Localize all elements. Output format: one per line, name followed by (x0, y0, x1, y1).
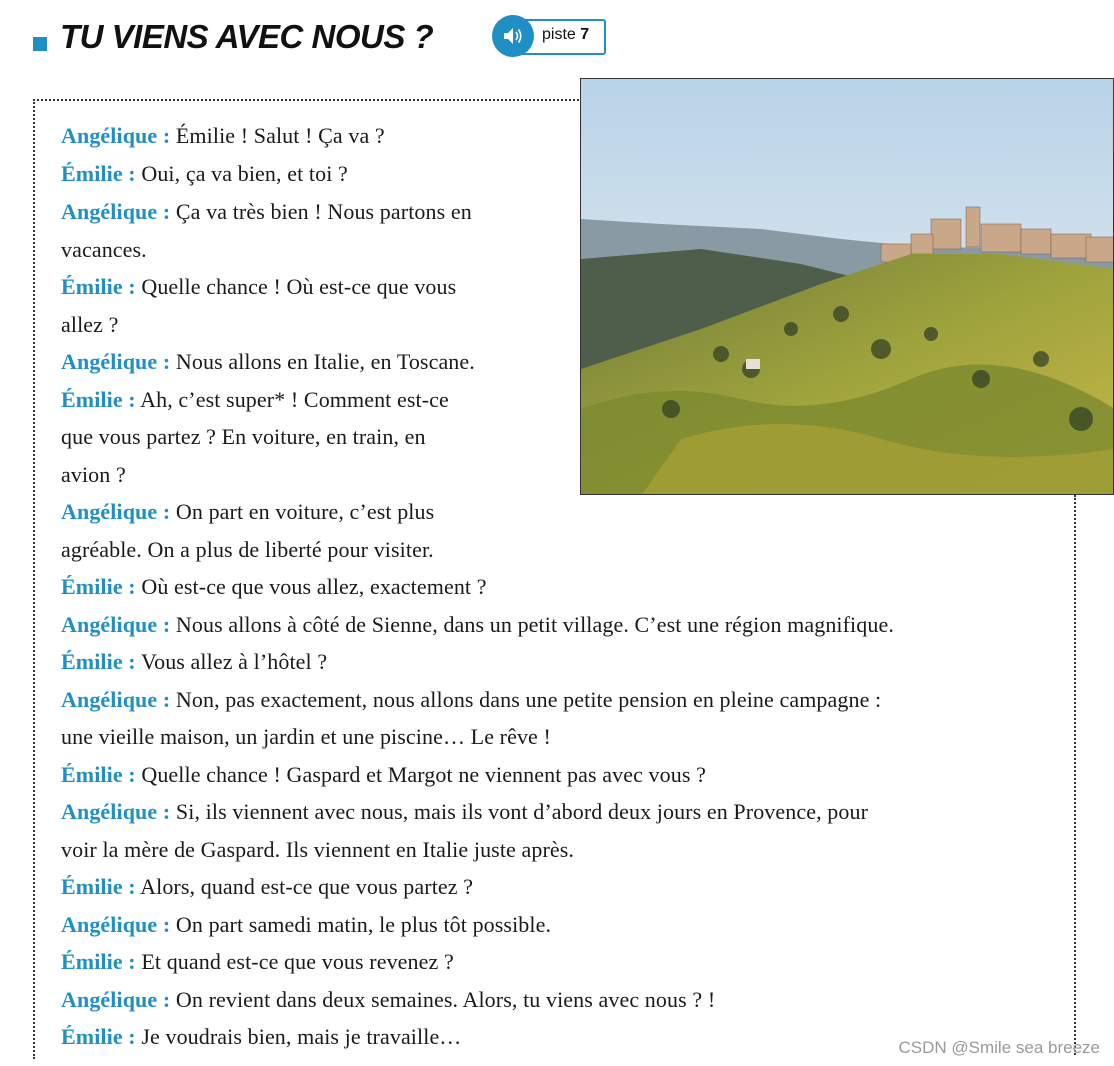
dialogue-text: Je voudrais bien, mais je travaille… (141, 1024, 462, 1049)
speaker-name: Émilie : (61, 274, 136, 299)
dialogue-line (61, 349, 475, 375)
speaker-name: Émilie : (61, 649, 136, 674)
dialogue-line (61, 537, 434, 563)
speaker-name: Angélique : (61, 612, 171, 637)
dialogue-text: allez ? (61, 312, 119, 337)
speaker-name: Angélique : (61, 349, 171, 374)
watermark: CSDN @Smile sea breeze (898, 1038, 1100, 1057)
dialogue-text: avion ? (61, 462, 126, 487)
tuscany-landscape-photo (580, 78, 1114, 495)
speaker-name: Émilie : (61, 762, 136, 787)
dialogue-line (61, 574, 487, 600)
dialogue-text: Ça va très bien ! Nous partons en (175, 199, 472, 224)
dialogue-text: Alors, quand est-ce que vous partez ? (140, 874, 474, 899)
title-bullet (33, 37, 47, 51)
dialogue-line (61, 874, 473, 900)
dialogue-line (61, 199, 472, 225)
dialogue-text: Non, pas exactement, nous allons dans une petite pension en pleine campagne : (175, 687, 882, 712)
dialogue-line (61, 687, 881, 713)
dialogue-line (61, 912, 551, 938)
dialogue-line (61, 799, 868, 825)
speaker-icon[interactable] (492, 15, 534, 57)
track-prefix: piste (542, 26, 576, 43)
dialogue-text: Oui, ça va bien, et toi ? (141, 161, 348, 186)
dialogue-text: vacances. (61, 237, 147, 262)
speaker-name: Angélique : (61, 987, 171, 1012)
speaker-name: Angélique : (61, 912, 171, 937)
dialogue-line (61, 649, 327, 675)
track-number: 7 (580, 26, 590, 43)
dialogue-text: Nous allons en Italie, en Toscane. (175, 349, 475, 374)
dialogue-text: voir la mère de Gaspard. Ils viennent en Italie juste après. (61, 837, 575, 862)
dialogue-text: Si, ils viennent avec nous, mais ils vont d’abord deux jours en Provence, pour (175, 799, 869, 824)
speaker-name: Émilie : (61, 387, 136, 412)
dialogue-text: Nous allons à côté de Sienne, dans un petit village. C’est une région magnifique. (175, 612, 894, 637)
dotted-border-left (33, 99, 35, 1059)
dialogue-line (61, 612, 894, 638)
speaker-name: Émilie : (61, 874, 136, 899)
dialogue-text: Ah, c’est super* ! Comment est-ce (140, 387, 449, 412)
dialogue-line (61, 987, 715, 1013)
dialogue-text: Vous allez à l’hôtel ? (140, 649, 328, 674)
dialogue-line (61, 762, 706, 788)
dialogue-line (61, 837, 574, 863)
dialogue-line (61, 161, 348, 187)
speaker-name: Angélique : (61, 123, 171, 148)
speaker-name: Angélique : (61, 799, 171, 824)
audio-track-badge[interactable] (492, 15, 604, 57)
dialogue-text: Émilie ! Salut ! Ça va ? (175, 123, 385, 148)
speaker-name: Émilie : (61, 1024, 136, 1049)
dialogue-text: On part en voiture, c’est plus (175, 499, 435, 524)
dotted-border-right (1074, 495, 1076, 1055)
dialogue-text: On part samedi matin, le plus tôt possible. (175, 912, 552, 937)
speaker-name: Angélique : (61, 687, 171, 712)
speaker-name: Émilie : (61, 949, 136, 974)
dialogue-line (61, 499, 434, 525)
dotted-border-top (33, 99, 579, 101)
dialogue-text: Quelle chance ! Où est-ce que vous (141, 274, 457, 299)
track-label (542, 26, 589, 44)
dialogue-line (61, 312, 118, 338)
dialogue-text: Où est-ce que vous allez, exactement ? (141, 574, 487, 599)
dialogue-text: Et quand est-ce que vous revenez ? (141, 949, 454, 974)
dialogue-line (61, 1024, 461, 1050)
dialogue-text: une vieille maison, un jardin et une piscine… Le rêve ! (61, 724, 551, 749)
dialogue-line (61, 123, 385, 149)
dialogue-line (61, 462, 126, 488)
dialogue-line (61, 424, 426, 450)
speaker-name: Émilie : (61, 161, 136, 186)
speaker-name: Émilie : (61, 574, 136, 599)
dialogue-text: agréable. On a plus de liberté pour visiter. (61, 537, 434, 562)
dialogue-text: On revient dans deux semaines. Alors, tu viens avec nous ? ! (175, 987, 716, 1012)
dialogue-text: Quelle chance ! Gaspard et Margot ne viennent pas avec vous ? (141, 762, 706, 787)
dialogue-line (61, 387, 449, 413)
speaker-name: Angélique : (61, 199, 171, 224)
dialogue-line (61, 949, 454, 975)
dialogue-line (61, 724, 551, 750)
dialogue-line (61, 237, 147, 263)
page-title: TU VIENS AVEC NOUS ? (60, 18, 434, 55)
dialogue-line (61, 274, 456, 300)
speaker-name: Angélique : (61, 499, 171, 524)
dialogue-text: que vous partez ? En voiture, en train, en (61, 424, 426, 449)
